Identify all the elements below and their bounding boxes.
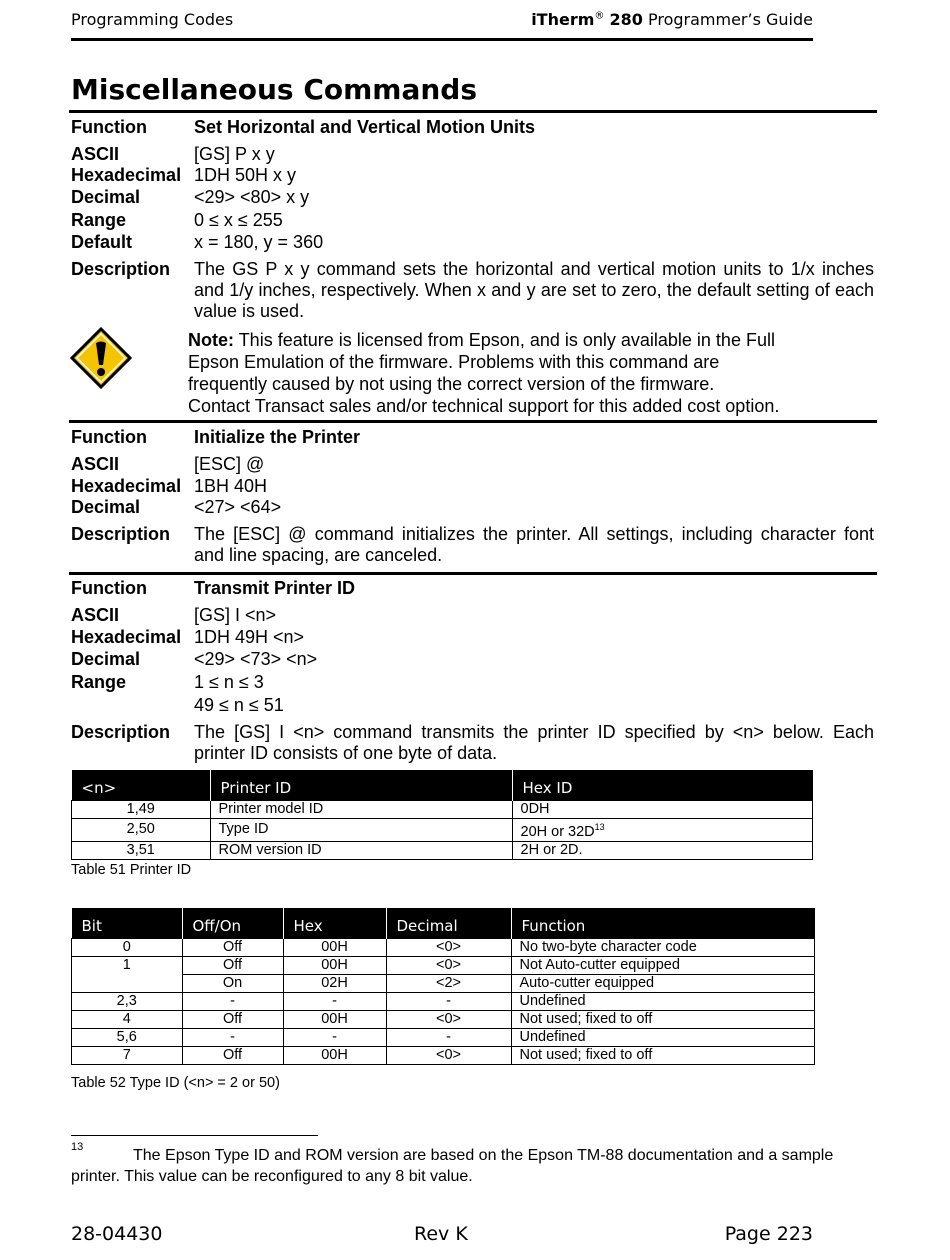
description-text: The [ESC] @ command initializes the printer. All settings, including character font and line spacing, are canceled.: [194, 524, 874, 565]
table-cell: -: [182, 1029, 283, 1047]
table-header-row: [72, 770, 813, 801]
table-cell: 00H: [283, 939, 386, 957]
table-cell: -: [386, 993, 511, 1011]
table-row: [72, 993, 815, 1011]
ascii-label: ASCII: [71, 454, 120, 474]
header-rule: [71, 38, 813, 41]
table-cell: 0: [72, 939, 183, 957]
default-value: x = 180, y = 360: [194, 232, 324, 252]
table-cell: <0>: [386, 957, 511, 975]
table-cell: Not used; fixed to off: [511, 1047, 815, 1065]
function-label: Function: [71, 427, 147, 447]
function-name: Initialize the Printer: [194, 427, 361, 447]
page-number: Page 223: [724, 1223, 813, 1245]
table-row: [72, 841, 813, 859]
table-cell-text: 20H or 32D: [520, 823, 595, 840]
decimal-value: <29> <73> <n>: [194, 649, 318, 669]
table-cell: -: [283, 1029, 386, 1047]
table-cell: ROM version ID: [210, 841, 512, 859]
table-cell: 2H or 2D.: [512, 841, 813, 859]
table-cell: Off: [182, 1047, 283, 1065]
decimal-label: Decimal: [71, 649, 141, 669]
table-cell: 2,50: [72, 819, 211, 842]
table-header-row: [72, 908, 815, 939]
column-header: Hex: [283, 908, 386, 939]
table-cell: Not Auto-cutter equipped: [511, 957, 815, 975]
table-cell: 1,49: [72, 801, 211, 819]
table-cell: 00H: [283, 957, 386, 975]
decimal-value: <29> <80> x y: [194, 187, 310, 207]
table-cell: 02H: [283, 975, 386, 993]
table-row: [72, 957, 815, 975]
column-header: Bit: [72, 908, 183, 939]
decimal-label: Decimal: [71, 497, 141, 517]
column-header: Function: [511, 908, 815, 939]
default-label: Default: [71, 232, 133, 252]
table-cell: 0DH: [512, 801, 813, 819]
footnote-ref[interactable]: 13: [594, 822, 605, 832]
table-cell: 5,6: [72, 1029, 183, 1047]
footnote-number: 13: [71, 1141, 84, 1153]
note-line-3: frequently caused by not using the correct version of the firmware.: [188, 374, 715, 394]
footnote-separator: [71, 1135, 318, 1136]
ascii-value: [GS] I <n>: [194, 605, 277, 625]
function-label: Function: [71, 578, 147, 598]
table-caption: Table 51 Printer ID: [71, 862, 192, 878]
hex-label: Hexadecimal: [71, 627, 182, 647]
note-label: Note:: [188, 330, 234, 350]
decimal-label: Decimal: [71, 187, 141, 207]
table-cell: Off: [182, 939, 283, 957]
note-line-4: Contact Transact sales and/or technical support for this added cost option.: [188, 396, 780, 416]
section-rule: [69, 420, 877, 423]
page-title: Miscellaneous Commands: [71, 73, 477, 106]
model-number: 280: [609, 10, 643, 29]
revision: Rev K: [414, 1223, 468, 1245]
running-header-right: [531, 10, 813, 29]
range-label: Range: [71, 672, 127, 692]
hex-value: 1DH 49H <n>: [194, 627, 305, 647]
table-cell: 7: [72, 1047, 183, 1065]
hex-value: 1BH 40H: [194, 476, 268, 496]
table-cell: 2,3: [72, 993, 183, 1011]
table-row: [72, 939, 815, 957]
table-cell: <0>: [386, 1047, 511, 1065]
function-name: Set Horizontal and Vertical Motion Units: [194, 117, 536, 137]
table-cell: 00H: [283, 1047, 386, 1065]
range-value-1: 1 ≤ n ≤ 3: [194, 672, 264, 692]
column-header: Decimal: [386, 908, 511, 939]
table-row: [72, 801, 813, 819]
document-number: 28-04430: [71, 1223, 163, 1245]
note-line-1: This feature is licensed from Epson, and is only available in the Full: [238, 330, 775, 350]
type-id-table: [71, 908, 815, 1065]
printer-id-table: [71, 770, 813, 860]
table-cell: 3,51: [72, 841, 211, 859]
range-label: Range: [71, 210, 127, 230]
description-label: Description: [71, 259, 171, 279]
table-cell: 1: [72, 957, 183, 993]
description-text: The GS P x y command sets the horizontal and vertical motion units to 1/x inches and 1/y inches, respectively. When x and y are set to zero, the default setting of each value is used.: [194, 259, 874, 321]
table-cell: No two-byte character code: [511, 939, 815, 957]
column-header: <n>: [72, 770, 211, 801]
description-label: Description: [71, 722, 171, 742]
table-row: [72, 975, 815, 993]
hex-value: 1DH 50H x y: [194, 165, 297, 185]
table-caption: Table 52 Type ID (<n> = 2 or 50): [71, 1075, 280, 1091]
guide-name: Programmer’s Guide: [647, 10, 813, 29]
table-cell: Type ID: [210, 819, 512, 842]
table-cell: <0>: [386, 939, 511, 957]
table-cell: Off: [182, 957, 283, 975]
table-cell: Not used; fixed to off: [511, 1011, 815, 1029]
hex-label: Hexadecimal: [71, 476, 182, 496]
table-cell: Printer model ID: [210, 801, 512, 819]
ascii-label: ASCII: [71, 144, 120, 164]
range-value-2: 49 ≤ n ≤ 51: [194, 695, 284, 715]
table-cell: <2>: [386, 975, 511, 993]
table-cell: Off: [182, 1011, 283, 1029]
table-row: [72, 1011, 815, 1029]
table-cell: On: [182, 975, 283, 993]
footnote-text: The Epson Type ID and ROM version are based on the Epson TM-88 documentation and a sample printer. This value can be reconfigured to any 8 bit value.: [71, 1147, 834, 1185]
warning-diamond-icon: [70, 327, 132, 389]
table-cell: <0>: [386, 1011, 511, 1029]
table-row: [72, 1047, 815, 1065]
registered-mark: ®: [594, 10, 605, 22]
column-header: Hex ID: [512, 770, 813, 801]
ascii-value: [GS] P x y: [194, 144, 275, 164]
note-block: [188, 329, 888, 417]
running-header-left: Programming Codes: [71, 10, 234, 29]
table-cell: Undefined: [511, 1029, 815, 1047]
table-cell: Auto-cutter equipped: [511, 975, 815, 993]
section-rule: [69, 110, 877, 113]
table-cell: [512, 819, 813, 842]
table-row: [72, 819, 813, 842]
description-label: Description: [71, 524, 171, 544]
ascii-label: ASCII: [71, 605, 120, 625]
hex-label: Hexadecimal: [71, 165, 182, 185]
column-header: Printer ID: [210, 770, 512, 801]
table-cell: 4: [72, 1011, 183, 1029]
table-cell: Undefined: [511, 993, 815, 1011]
column-header: Off/On: [182, 908, 283, 939]
range-value: 0 ≤ x ≤ 255: [194, 210, 283, 230]
note-line-2: Epson Emulation of the firmware. Problems with this command are: [188, 352, 720, 372]
table-row: [72, 1029, 815, 1047]
function-name: Transmit Printer ID: [194, 578, 356, 598]
ascii-value: [ESC] @: [194, 454, 265, 474]
function-label: Function: [71, 117, 147, 137]
description-text: The [GS] I <n> command transmits the printer ID specified by <n> below. Each printer ID consists of one byte of data.: [194, 722, 874, 763]
table-cell: -: [182, 993, 283, 1011]
section-rule: [69, 572, 877, 575]
brand-name: iTherm: [531, 10, 595, 29]
table-cell: -: [386, 1029, 511, 1047]
table-cell: 00H: [283, 1011, 386, 1029]
decimal-value: <27> <64>: [194, 497, 282, 517]
table-cell: -: [283, 993, 386, 1011]
